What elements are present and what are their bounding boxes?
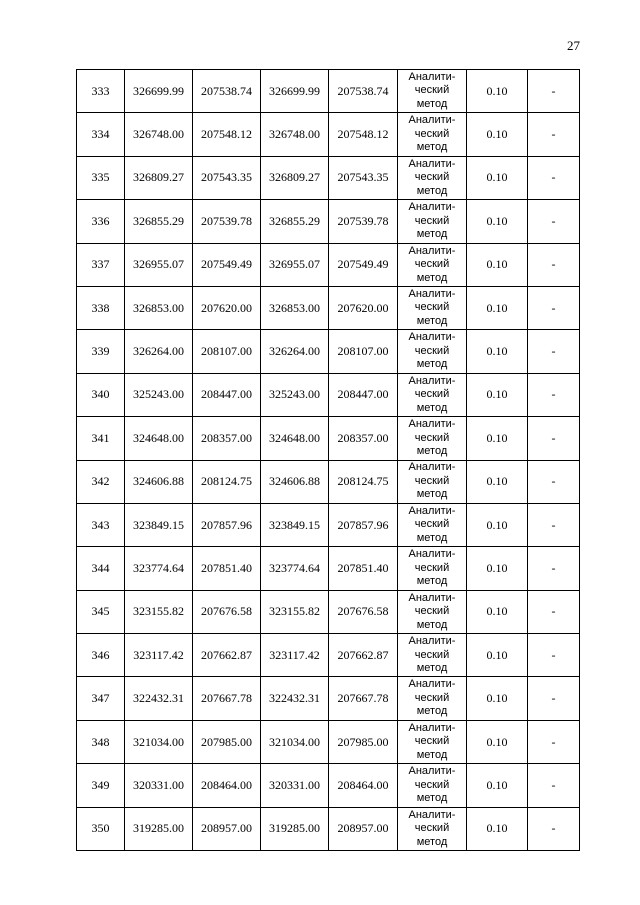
- point-number-cell: 341: [77, 417, 125, 460]
- method-cell: [398, 720, 467, 763]
- x-coordinate-cell: 323155.82: [125, 590, 193, 633]
- method-text-line: Аналити-: [408, 765, 456, 778]
- method-text-line: ческий: [414, 84, 450, 97]
- method-cell: [398, 156, 467, 199]
- x-coordinate-cell: 325243.00: [125, 373, 193, 416]
- method-text-line: метод: [416, 184, 448, 197]
- table-row: [77, 373, 580, 416]
- accuracy-cell: 0.10: [467, 764, 528, 807]
- y-coordinate-cell: 207667.78: [193, 677, 261, 720]
- y-coordinate-cell: 207985.00: [193, 720, 261, 763]
- method-text-line: Аналити-: [408, 157, 456, 170]
- method-cell: [398, 70, 467, 113]
- method-text-line: метод: [416, 792, 448, 805]
- x-coordinate-cell: 322432.31: [261, 677, 329, 720]
- x-coordinate-cell: 326809.27: [125, 156, 193, 199]
- method-text-line: метод: [416, 358, 448, 371]
- method-cell: [398, 503, 467, 546]
- x-coordinate-cell: 323117.42: [125, 634, 193, 677]
- x-coordinate-cell: 319285.00: [125, 807, 193, 850]
- table-row: [77, 590, 580, 633]
- method-cell: [398, 373, 467, 416]
- x-coordinate-cell: 326699.99: [261, 70, 329, 113]
- method-text-line: Аналити-: [408, 70, 456, 83]
- table-row: [77, 460, 580, 503]
- x-coordinate-cell: 323155.82: [261, 590, 329, 633]
- method-text-line: ческий: [414, 518, 450, 531]
- method-cell: [398, 417, 467, 460]
- accuracy-cell: 0.10: [467, 634, 528, 677]
- method-text-line: метод: [416, 271, 448, 284]
- table-row: [77, 113, 580, 156]
- method-cell: [398, 113, 467, 156]
- accuracy-cell: 0.10: [467, 113, 528, 156]
- method-text-line: Аналити-: [408, 461, 456, 474]
- accuracy-cell: 0.10: [467, 243, 528, 286]
- y-coordinate-cell: 208357.00: [193, 417, 261, 460]
- y-coordinate-cell: 208107.00: [329, 330, 398, 373]
- x-coordinate-cell: 323117.42: [261, 634, 329, 677]
- x-coordinate-cell: 326855.29: [125, 200, 193, 243]
- method-cell: [398, 590, 467, 633]
- note-cell: -: [528, 807, 580, 850]
- accuracy-cell: 0.10: [467, 460, 528, 503]
- method-text-line: ческий: [414, 561, 450, 574]
- point-number-cell: 336: [77, 200, 125, 243]
- method-text-line: ческий: [414, 171, 450, 184]
- accuracy-cell: 0.10: [467, 200, 528, 243]
- note-cell: -: [528, 373, 580, 416]
- note-cell: -: [528, 460, 580, 503]
- table-row: [77, 156, 580, 199]
- note-cell: -: [528, 330, 580, 373]
- method-text-line: метод: [416, 618, 448, 631]
- point-number-cell: 344: [77, 547, 125, 590]
- y-coordinate-cell: 208447.00: [193, 373, 261, 416]
- x-coordinate-cell: 324648.00: [261, 417, 329, 460]
- point-number-cell: 337: [77, 243, 125, 286]
- x-coordinate-cell: 326809.27: [261, 156, 329, 199]
- y-coordinate-cell: 207549.49: [329, 243, 398, 286]
- note-cell: -: [528, 156, 580, 199]
- table-row: [77, 634, 580, 677]
- point-number-cell: 342: [77, 460, 125, 503]
- method-cell: [398, 547, 467, 590]
- method-text-line: ческий: [414, 735, 450, 748]
- point-number-cell: 333: [77, 70, 125, 113]
- x-coordinate-cell: 323849.15: [261, 503, 329, 546]
- method-text-line: метод: [416, 748, 448, 761]
- accuracy-cell: 0.10: [467, 807, 528, 850]
- x-coordinate-cell: 320331.00: [125, 764, 193, 807]
- method-cell: [398, 460, 467, 503]
- method-text-line: Аналити-: [408, 591, 456, 604]
- point-number-cell: 334: [77, 113, 125, 156]
- table-row: [77, 677, 580, 720]
- method-text-line: ческий: [414, 431, 450, 444]
- accuracy-cell: 0.10: [467, 590, 528, 633]
- note-cell: -: [528, 286, 580, 329]
- method-text-line: Аналити-: [408, 201, 456, 214]
- x-coordinate-cell: 326748.00: [261, 113, 329, 156]
- y-coordinate-cell: 207538.74: [329, 70, 398, 113]
- method-text-line: Аналити-: [408, 331, 456, 344]
- accuracy-cell: 0.10: [467, 330, 528, 373]
- y-coordinate-cell: 208447.00: [329, 373, 398, 416]
- method-text-line: Аналити-: [408, 635, 456, 648]
- y-coordinate-cell: 208357.00: [329, 417, 398, 460]
- method-text-line: метод: [416, 141, 448, 154]
- accuracy-cell: 0.10: [467, 70, 528, 113]
- method-text-line: метод: [416, 835, 448, 848]
- x-coordinate-cell: 324606.88: [261, 460, 329, 503]
- x-coordinate-cell: 326264.00: [261, 330, 329, 373]
- method-text-line: ческий: [414, 778, 450, 791]
- note-cell: -: [528, 720, 580, 763]
- note-cell: -: [528, 590, 580, 633]
- y-coordinate-cell: 208464.00: [329, 764, 398, 807]
- note-cell: -: [528, 243, 580, 286]
- point-number-cell: 349: [77, 764, 125, 807]
- x-coordinate-cell: 323849.15: [125, 503, 193, 546]
- method-cell: [398, 200, 467, 243]
- point-number-cell: 338: [77, 286, 125, 329]
- coordinates-table: [76, 69, 580, 851]
- x-coordinate-cell: 326699.99: [125, 70, 193, 113]
- method-text-line: метод: [416, 445, 448, 458]
- accuracy-cell: 0.10: [467, 156, 528, 199]
- method-text-line: метод: [416, 705, 448, 718]
- y-coordinate-cell: 207667.78: [329, 677, 398, 720]
- method-cell: [398, 634, 467, 677]
- method-cell: [398, 807, 467, 850]
- y-coordinate-cell: 207549.49: [193, 243, 261, 286]
- note-cell: -: [528, 417, 580, 460]
- method-text-line: Аналити-: [408, 721, 456, 734]
- note-cell: -: [528, 634, 580, 677]
- x-coordinate-cell: 320331.00: [261, 764, 329, 807]
- method-text-line: ческий: [414, 214, 450, 227]
- x-coordinate-cell: 321034.00: [125, 720, 193, 763]
- accuracy-cell: 0.10: [467, 286, 528, 329]
- table-row: [77, 286, 580, 329]
- method-text-line: ческий: [414, 648, 450, 661]
- method-text-line: ческий: [414, 301, 450, 314]
- note-cell: -: [528, 503, 580, 546]
- table-row: [77, 503, 580, 546]
- x-coordinate-cell: 326853.00: [125, 286, 193, 329]
- method-text-line: метод: [416, 228, 448, 241]
- method-text-line: Аналити-: [408, 244, 456, 257]
- method-text-line: метод: [416, 488, 448, 501]
- table-row: [77, 764, 580, 807]
- y-coordinate-cell: 207676.58: [193, 590, 261, 633]
- y-coordinate-cell: 207851.40: [193, 547, 261, 590]
- method-text-line: Аналити-: [408, 374, 456, 387]
- y-coordinate-cell: 208124.75: [193, 460, 261, 503]
- x-coordinate-cell: 326853.00: [261, 286, 329, 329]
- method-text-line: ческий: [414, 344, 450, 357]
- x-coordinate-cell: 326955.07: [261, 243, 329, 286]
- method-text-line: Аналити-: [408, 548, 456, 561]
- method-text-line: ческий: [414, 691, 450, 704]
- accuracy-cell: 0.10: [467, 417, 528, 460]
- note-cell: -: [528, 70, 580, 113]
- method-cell: [398, 286, 467, 329]
- note-cell: -: [528, 764, 580, 807]
- y-coordinate-cell: 207662.87: [193, 634, 261, 677]
- method-cell: [398, 764, 467, 807]
- y-coordinate-cell: 208124.75: [329, 460, 398, 503]
- method-text-line: метод: [416, 575, 448, 588]
- accuracy-cell: 0.10: [467, 677, 528, 720]
- method-text-line: метод: [416, 97, 448, 110]
- x-coordinate-cell: 323774.64: [261, 547, 329, 590]
- x-coordinate-cell: 324648.00: [125, 417, 193, 460]
- method-text-line: Аналити-: [408, 504, 456, 517]
- table-row: [77, 547, 580, 590]
- point-number-cell: 348: [77, 720, 125, 763]
- point-number-cell: 347: [77, 677, 125, 720]
- y-coordinate-cell: 207620.00: [193, 286, 261, 329]
- accuracy-cell: 0.10: [467, 720, 528, 763]
- accuracy-cell: 0.10: [467, 547, 528, 590]
- method-text-line: метод: [416, 531, 448, 544]
- x-coordinate-cell: 326748.00: [125, 113, 193, 156]
- point-number-cell: 350: [77, 807, 125, 850]
- y-coordinate-cell: 207538.74: [193, 70, 261, 113]
- y-coordinate-cell: 207548.12: [329, 113, 398, 156]
- method-text-line: Аналити-: [408, 418, 456, 431]
- note-cell: -: [528, 113, 580, 156]
- table-row: [77, 720, 580, 763]
- method-text-line: метод: [416, 401, 448, 414]
- y-coordinate-cell: 207548.12: [193, 113, 261, 156]
- method-text-line: ческий: [414, 822, 450, 835]
- table-body: [77, 70, 580, 851]
- x-coordinate-cell: 321034.00: [261, 720, 329, 763]
- point-number-cell: 340: [77, 373, 125, 416]
- method-text-line: ческий: [414, 388, 450, 401]
- x-coordinate-cell: 326955.07: [125, 243, 193, 286]
- note-cell: -: [528, 547, 580, 590]
- point-number-cell: 335: [77, 156, 125, 199]
- x-coordinate-cell: 324606.88: [125, 460, 193, 503]
- y-coordinate-cell: 207539.78: [329, 200, 398, 243]
- y-coordinate-cell: 208957.00: [329, 807, 398, 850]
- y-coordinate-cell: 207985.00: [329, 720, 398, 763]
- y-coordinate-cell: 207539.78: [193, 200, 261, 243]
- x-coordinate-cell: 322432.31: [125, 677, 193, 720]
- y-coordinate-cell: 207857.96: [193, 503, 261, 546]
- method-text-line: метод: [416, 314, 448, 327]
- accuracy-cell: 0.10: [467, 503, 528, 546]
- method-text-line: Аналити-: [408, 287, 456, 300]
- method-text-line: ческий: [414, 605, 450, 618]
- note-cell: -: [528, 200, 580, 243]
- method-text-line: метод: [416, 662, 448, 675]
- method-text-line: ческий: [414, 127, 450, 140]
- y-coordinate-cell: 208957.00: [193, 807, 261, 850]
- y-coordinate-cell: 207543.35: [193, 156, 261, 199]
- table-row: [77, 200, 580, 243]
- y-coordinate-cell: 207676.58: [329, 590, 398, 633]
- x-coordinate-cell: 325243.00: [261, 373, 329, 416]
- method-text-line: ческий: [414, 474, 450, 487]
- y-coordinate-cell: 208464.00: [193, 764, 261, 807]
- method-text-line: Аналити-: [408, 678, 456, 691]
- point-number-cell: 345: [77, 590, 125, 633]
- y-coordinate-cell: 207662.87: [329, 634, 398, 677]
- method-cell: [398, 243, 467, 286]
- x-coordinate-cell: 326855.29: [261, 200, 329, 243]
- method-text-line: ческий: [414, 258, 450, 270]
- point-number-cell: 339: [77, 330, 125, 373]
- y-coordinate-cell: 208107.00: [193, 330, 261, 373]
- point-number-cell: 343: [77, 503, 125, 546]
- method-cell: [398, 330, 467, 373]
- method-cell: [398, 677, 467, 720]
- y-coordinate-cell: 207851.40: [329, 547, 398, 590]
- table-row: [77, 70, 580, 113]
- point-number-cell: 346: [77, 634, 125, 677]
- table-row: [77, 330, 580, 373]
- x-coordinate-cell: 323774.64: [125, 547, 193, 590]
- x-coordinate-cell: 326264.00: [125, 330, 193, 373]
- page-number: 27: [567, 38, 580, 53]
- x-coordinate-cell: 319285.00: [261, 807, 329, 850]
- table-row: [77, 417, 580, 460]
- table-row: [77, 807, 580, 850]
- accuracy-cell: 0.10: [467, 373, 528, 416]
- method-text-line: Аналити-: [408, 114, 456, 127]
- y-coordinate-cell: 207857.96: [329, 503, 398, 546]
- note-cell: -: [528, 677, 580, 720]
- method-text-line: Аналити-: [408, 808, 456, 821]
- y-coordinate-cell: 207620.00: [329, 286, 398, 329]
- y-coordinate-cell: 207543.35: [329, 156, 398, 199]
- table-row: [77, 243, 580, 286]
